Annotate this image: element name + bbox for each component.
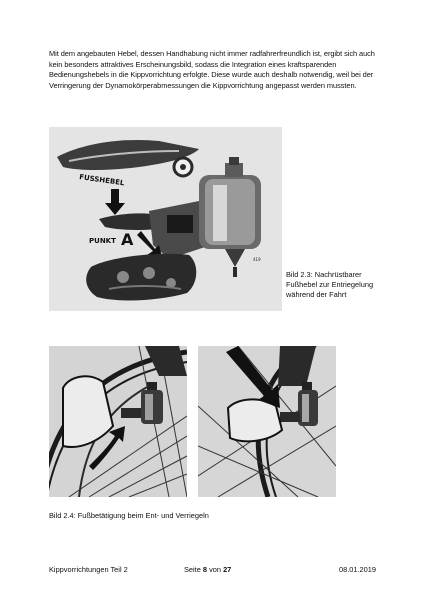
intro-paragraph: Mit dem angebauten Hebel, dessen Handhabung nicht immer radfahrerfreundlich ist, ergibt sich auch kein besonders attraktives Erscheinungsbild, sodass die Integration eines kraftsparenden Bedienungshebels in die Kippvorrichtung erfolgte. Diese wurde auch deshalb notwendig, weil bei der Verringerung der Dynamokörperabmessungen die Kippvorrichtung angepasst werden mussten. [49, 49, 375, 90]
figure-foot-operation-lock [198, 346, 336, 497]
footer-date: 08.01.2019 [339, 565, 376, 574]
figure-2-4-caption: Bild 2.4: Fußbetätigung beim Ent- und Verriegeln [49, 511, 209, 520]
footer-document-title: Kippvorrichtungen Teil 2 [49, 565, 128, 574]
footer-page-mid: von [207, 565, 224, 574]
footer-page-prefix: Seite [184, 565, 203, 574]
figure-mark: 419 [253, 257, 261, 262]
footer-page-total: 27 [223, 565, 232, 574]
figure-2-3-caption: Bild 2.3: Nachrüstbarer Fußhebel zur Entriegelung während der Fahrt [286, 270, 374, 299]
label-punkt-letter: A [121, 230, 134, 249]
footer-page-current: 8 [202, 565, 208, 574]
label-fusshebel: FUSSHEBEL [78, 173, 125, 188]
figure-foot-lever-photo [49, 127, 282, 311]
footer-page-number [184, 565, 231, 575]
label-punkt: PUNKT [89, 237, 116, 245]
figure-foot-operation-unlock [49, 346, 187, 497]
